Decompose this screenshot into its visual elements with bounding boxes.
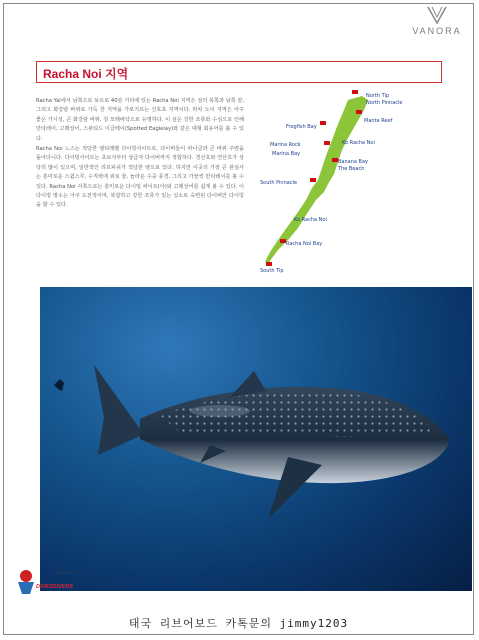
label-racha-noi-bay: Racha Noi Bay (286, 241, 323, 247)
label-marina-bay: Marina Bay (272, 151, 301, 157)
diver-mascot-icon (14, 568, 38, 596)
label-south-tip: South Tip (260, 268, 284, 274)
article-body (36, 97, 244, 212)
brand-name: VANORA (412, 26, 462, 36)
whale-shark-photo (40, 287, 472, 591)
section-title-box (36, 61, 442, 83)
label-north-pinnacle: North Pinnacle (366, 100, 403, 106)
tail-fin (94, 365, 142, 455)
paragraph-1: Racha Yai에서 남쪽으로 보트로 40분 거리에 있는 Racha Noi 지역은 섬의 북쪽과 남쪽 끝, 그리고 화강암 바위로 가득 찬 지역을 가로지르는 산호초 지역이다. 라차 노이 지역은 아주 좋은 가시성, 큰 화강암 바위, 청 모래바닥으로 유명하다. 이 섬은 강한 조류와 수심으로 인해 만타레이, 고래상어, 스팟티드 이글레이(Spotted Eaglelay)와 같은 대형 회유어를 볼 수 있다. (36, 98, 244, 142)
paragraph-2: Racha Noi 느스는 적당한 엠티레벨 다이빙사이트로, 다이버들이 파나클과 큰 바위 주변을 돌아다니다. 다이빙사이트는 초보자부터 상급자 다이버까지 적합하다. 경산호와 연산호가 상당히 많이 있으며, 일반적인 리프피쉬가 적당한 양으로 있다. 하지만 이곳의 가장 큰 관심사는 흥미로운 스윔스루, 수직벽에 위로 뭍, 놀라운 수중 풍경, 그리고 가끔씩 만타레이를 볼 수 있다. Racha Noi 서쪽으로는 흥미로운 다이빙 싸이트(아)와 고래상어를 쉽게 볼 수 있다. 이 다이빙 명소는 아주 도전적이며, 복잡하고 강한 조류가 있는 싱소로 숙련된 다이버만 다이빙을 할 수 있다. (36, 146, 244, 209)
section-title: Racha Noi 지역 (43, 67, 129, 81)
flag-north-tip (352, 90, 358, 94)
footer-logo-brand: DIVESDIVERS (36, 584, 73, 590)
label-manta-reef: Manta Reef (364, 118, 393, 124)
brand-logo (407, 6, 467, 36)
label-ko-racha-noi-bottom: Ko Racha Noi (294, 217, 327, 223)
label-north-tip: North Tip (366, 93, 390, 99)
flag-manta-reef (356, 110, 362, 114)
label-the-beach: The Beach (338, 166, 365, 172)
label-frogfish-bay: Frogfish Bay (286, 124, 317, 130)
flag-south-tip (266, 262, 272, 266)
footer-caption: 태국 리브어보드 카톡문의 jimmy1203 (128, 617, 349, 630)
flag-frogfish-bay (320, 121, 326, 125)
flag-south-pinnacle (310, 178, 316, 182)
racha-noi-map (250, 88, 450, 278)
label-south-pinnacle: South Pinnacle (260, 180, 298, 186)
footer-dive-logo (14, 568, 84, 598)
diver-silhouette (54, 379, 64, 391)
label-marina-rock: Marina Rock (270, 142, 301, 148)
footer-logo-small: KOH SHIP (57, 571, 74, 575)
label-banana-bay: Banana Bay (338, 159, 369, 165)
whale-shark-illustration (40, 287, 472, 591)
v-emblem-icon (426, 6, 448, 24)
flag-marina-rock (324, 141, 330, 145)
label-ko-racha-noi-top: Ko Racha Noi (342, 140, 375, 146)
